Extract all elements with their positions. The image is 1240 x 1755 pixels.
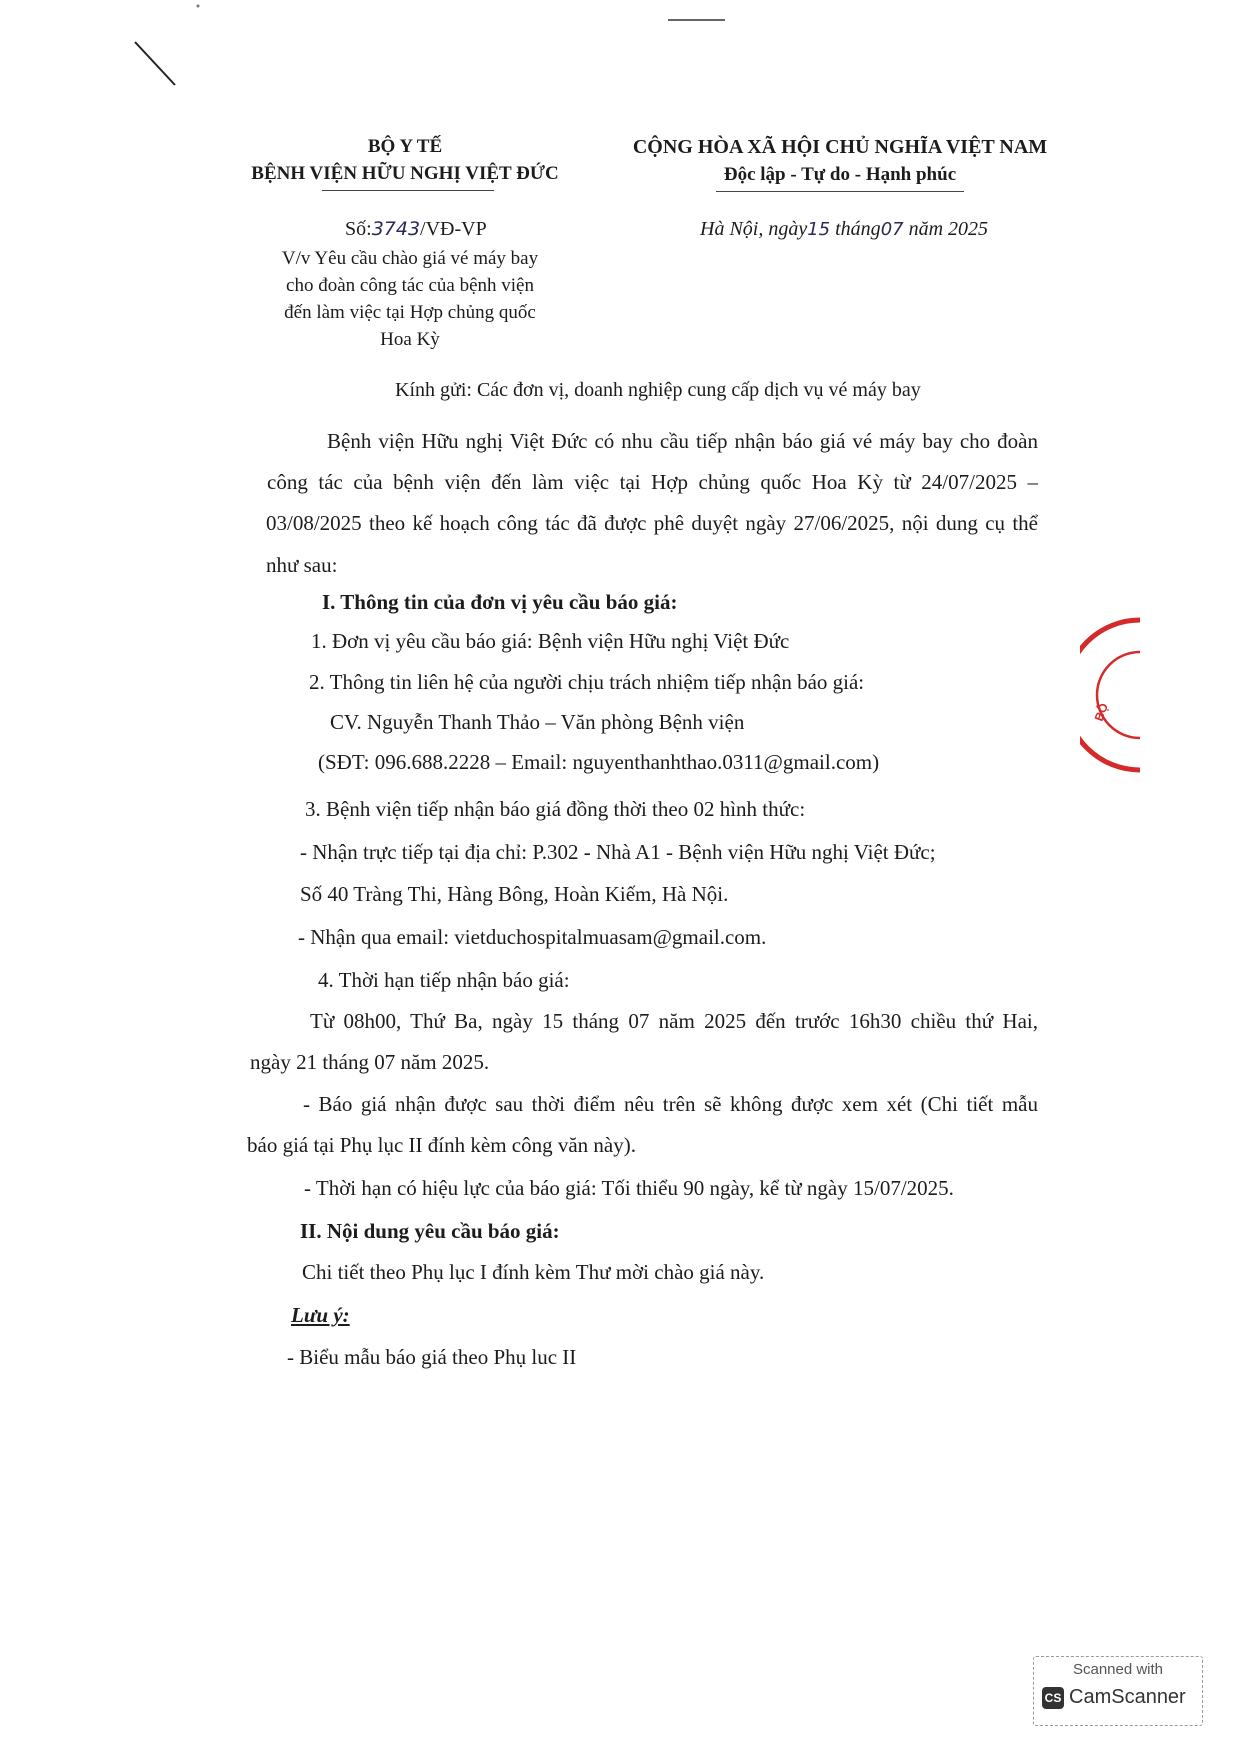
- hospital-name: BỆNH VIỆN HỮU NGHỊ VIỆT ĐỨC: [251, 163, 559, 184]
- contact-name: CV. Nguyễn Thanh Thảo – Văn phòng Bệnh viện: [330, 710, 745, 734]
- section-1-item-4: 4. Thời hạn tiếp nhận báo giá:: [318, 968, 570, 992]
- subject-line-3: đến làm việc tại Hợp chủng quốc: [284, 302, 536, 323]
- section-1-item-2: 2. Thông tin liên hệ của người chịu trách nhiệm tiếp nhận báo giá:: [309, 670, 865, 694]
- direct-address-line-1: - Nhận trực tiếp tại địa chỉ: P.302 - Nhà A1 - Bệnh viện Hữu nghị Việt Đức;: [300, 840, 936, 864]
- intro-line-4: như sau:: [266, 553, 338, 577]
- camscanner-logo-icon: CS: [1042, 1687, 1064, 1709]
- official-stamp: [1080, 610, 1140, 780]
- doc-number-handwritten: 3743: [371, 218, 421, 240]
- section-2-title: II. Nội dung yêu cầu báo giá:: [300, 1219, 560, 1243]
- document-number: [345, 218, 487, 241]
- subject-line-1: V/v Yêu cầu chào giá vé máy bay: [281, 248, 539, 269]
- deadline-line-2: ngày 21 tháng 07 năm 2025.: [250, 1050, 490, 1074]
- watermark-caption: Scanned with: [1072, 1661, 1164, 1678]
- national-motto: Độc lập - Tự do - Hạnh phúc: [723, 164, 957, 185]
- document-date: [700, 218, 988, 241]
- section-1-item-1: 1. Đơn vị yêu cầu báo giá: Bệnh viện Hữu nghị Việt Đức: [311, 629, 790, 653]
- intro-line-1: Bệnh viện Hữu nghị Việt Đức có nhu cầu tiếp nhận báo giá vé máy bay cho đoàn: [327, 429, 1038, 453]
- contact-phone-email: (SĐT: 096.688.2228 – Email: nguyenthanhthao.0311@gmail.com): [318, 750, 880, 774]
- camscanner-watermark: [1033, 1656, 1203, 1726]
- stamp-outer-ring: [1080, 620, 1140, 770]
- country-name: CỘNG HÒA XÃ HỘI CHỦ NGHĨA VIỆT NAM: [632, 136, 1048, 158]
- late-submission-line-1: - Báo giá nhận được sau thời điểm nêu trên sẽ không được xem xét (Chi tiết mẫu: [303, 1092, 1038, 1116]
- intro-line-3: 03/08/2025 theo kế hoạch công tác đã được phê duyệt ngày 27/06/2025, nội dung cụ thể: [266, 511, 1038, 535]
- watermark-brand: CamScanner: [1069, 1686, 1186, 1708]
- date-place: Hà Nội, ngày: [700, 218, 808, 240]
- pen-stroke-mark: [135, 42, 175, 85]
- section-1-item-3: 3. Bệnh viện tiếp nhận báo giá đồng thời theo 02 hình thức:: [305, 797, 806, 821]
- stamp-inner-ring: [1097, 652, 1140, 738]
- doc-number-prefix: Số:: [345, 218, 372, 240]
- section-1-title: I. Thông tin của đơn vị yêu cầu báo giá:: [322, 590, 678, 614]
- recipient-line: Kính gửi: Các đơn vị, doanh nghiệp cung cấp dịch vụ vé máy bay: [395, 379, 921, 401]
- validity-line: - Thời hạn có hiệu lực của báo giá: Tối thiểu 90 ngày, kể từ ngày 15/07/2025.: [304, 1176, 954, 1200]
- deadline-line-1: Từ 08h00, Thứ Ba, ngày 15 tháng 07 năm 2025 đến trước 16h30 chiều thứ Hai,: [310, 1009, 1038, 1033]
- date-year: năm 2025: [908, 218, 989, 240]
- direct-address-line-2: Số 40 Tràng Thi, Hàng Bông, Hoàn Kiếm, Hà Nội.: [300, 882, 729, 906]
- subject-line-4: Hoa Kỳ: [380, 329, 440, 350]
- scan-dot: [197, 5, 200, 8]
- ministry-name: BỘ Y TẾ: [367, 136, 443, 157]
- note-label: Lưu ý:: [291, 1303, 350, 1327]
- late-submission-line-2: báo giá tại Phụ lục II đính kèm công văn này).: [247, 1133, 636, 1157]
- date-day-handwritten: 15: [807, 219, 831, 240]
- header-underline-right: [716, 191, 964, 192]
- note-item: - Biểu mẫu báo giá theo Phụ luc II: [287, 1345, 577, 1369]
- header-underline-left: [322, 190, 494, 191]
- email-submission-line: - Nhận qua email: vietduchospitalmuasam@gmail.com.: [298, 925, 767, 949]
- doc-number-suffix: /VĐ-VP: [420, 218, 487, 240]
- scan-artifacts: [0, 0, 1240, 120]
- intro-line-2: công tác của bệnh viện đến làm việc tại Hợp chủng quốc Hoa Kỳ từ 24/07/2025 –: [267, 470, 1038, 494]
- date-month-handwritten: 07: [880, 219, 904, 240]
- stamp-text: BỘ: [1091, 701, 1111, 724]
- subject-line-2: cho đoàn công tác của bệnh viện: [286, 275, 534, 296]
- section-2-detail: Chi tiết theo Phụ lục I đính kèm Thư mời chào giá này.: [302, 1260, 765, 1284]
- date-month-word: tháng: [835, 218, 881, 240]
